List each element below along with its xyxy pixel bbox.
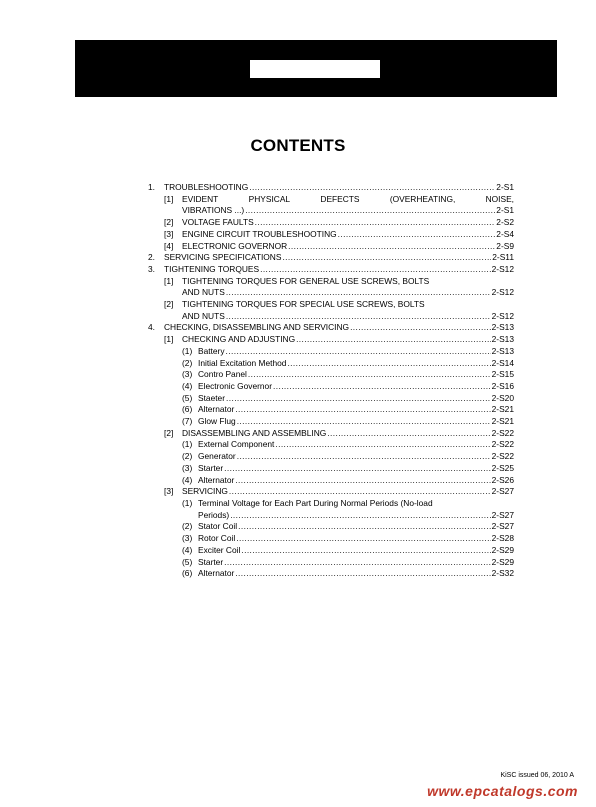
toc-title: CHECKING AND ADJUSTING (182, 334, 296, 345)
toc-entry (148, 358, 514, 370)
leader-dots (248, 369, 491, 381)
toc-page: 2-S29 (491, 544, 514, 555)
toc-entry (148, 334, 514, 346)
toc-page: 2-S20 (491, 392, 514, 403)
leader-dots (226, 346, 491, 358)
leader-dots (241, 545, 490, 557)
toc-entry (148, 498, 514, 510)
toc-number: [2] (164, 299, 174, 310)
toc-title: VIBRATIONS ...) (182, 205, 245, 216)
leader-dots (288, 241, 495, 253)
toc-word: DEFECTS (320, 193, 360, 204)
toc-page: 2-S12 (491, 310, 514, 321)
toc-number: (4) (182, 474, 193, 485)
toc-number: [1] (164, 275, 174, 286)
toc-number: 2. (148, 252, 155, 263)
toc-number: [3] (164, 486, 174, 497)
toc-entry (148, 299, 514, 311)
leader-dots (226, 287, 491, 299)
toc-page: 2-S1 (496, 205, 514, 216)
leader-dots (235, 475, 490, 487)
toc-title: SERVICING SPECIFICATIONS (164, 252, 282, 263)
leader-dots (224, 463, 491, 475)
toc-title: Battery (198, 345, 225, 356)
toc-page: 2-S16 (491, 380, 514, 391)
toc-entry (148, 521, 514, 533)
toc-entry (148, 311, 514, 323)
toc-entry (148, 486, 514, 498)
toc-number: (5) (182, 556, 193, 567)
toc-entry (148, 416, 514, 428)
toc-entry (148, 346, 514, 358)
toc-number: 4. (148, 322, 155, 333)
leader-dots (249, 182, 495, 194)
toc-page: 2-S1 (496, 182, 514, 192)
toc-entry (148, 369, 514, 381)
toc-entry (148, 322, 514, 334)
toc-title: AND NUTS (182, 287, 225, 298)
toc-title: DISASSEMBLING AND ASSEMBLING (182, 427, 327, 438)
toc-number: [2] (164, 217, 174, 228)
toc-title: Staeter (198, 392, 226, 403)
toc-word: EVIDENT (182, 193, 219, 204)
toc-number: [1] (164, 334, 174, 345)
toc-title: TIGHTENING TORQUES (164, 263, 260, 274)
toc-page: 2-S13 (491, 322, 514, 333)
toc-title: Contro Panel (198, 369, 247, 380)
leader-dots (237, 451, 491, 463)
toc-word: (OVERHEATING, (389, 193, 456, 204)
toc-title: Glow Flug (198, 416, 236, 427)
toc-number: (6) (182, 404, 193, 415)
toc-page: 2-S25 (491, 462, 514, 473)
toc-number: (3) (182, 369, 193, 380)
toc-number: (4) (182, 380, 193, 391)
toc-page: 2-S9 (496, 240, 514, 251)
toc-word: NOISE, (485, 193, 514, 204)
toc-number: 1. (148, 182, 155, 192)
leader-dots (224, 557, 491, 569)
leader-dots (229, 486, 491, 498)
toc-page: 2-S27 (491, 486, 514, 497)
toc-entry (148, 381, 514, 393)
toc-page: 2-S28 (491, 533, 514, 544)
toc-page: 2-S22 (491, 451, 514, 462)
toc-entry (148, 475, 514, 487)
leader-dots (235, 568, 490, 580)
toc-number: (6) (182, 568, 193, 579)
toc-number: [2] (164, 427, 174, 438)
toc-entry (148, 194, 514, 206)
toc-title: Starter (198, 462, 224, 473)
toc-number: (1) (182, 345, 193, 356)
toc-entry (148, 264, 514, 276)
toc-number: (3) (182, 462, 193, 473)
toc-title: Alternator (198, 404, 235, 415)
toc-entry (148, 276, 514, 288)
leader-dots (338, 229, 496, 241)
toc-title: AND NUTS (182, 310, 225, 321)
toc-title: Terminal Voltage for Each Part During Normal Periods (No-load (198, 497, 433, 508)
toc-title: Stator Coil (198, 521, 238, 532)
toc-entry (148, 393, 514, 405)
toc-number: (4) (182, 544, 193, 555)
toc-page: 2-S21 (491, 404, 514, 415)
leader-dots (236, 533, 490, 545)
toc-entry (148, 287, 514, 299)
toc-page: 2-S27 (491, 509, 514, 520)
toc-page: 2-S32 (491, 568, 514, 579)
toc-number: (5) (182, 392, 193, 403)
toc-page: 2-S21 (491, 416, 514, 427)
toc-entry (148, 217, 514, 229)
toc-page: 2-S13 (491, 345, 514, 356)
toc-number: (1) (182, 439, 193, 450)
toc-title: TIGHTENING TORQUES FOR SPECIAL USE SCREWS, BOLTS (182, 299, 425, 310)
toc-page: 2-S27 (491, 521, 514, 532)
toc-page: 2-S2 (496, 217, 514, 228)
toc-entry (148, 241, 514, 253)
toc-title: Exciter Coil (198, 544, 241, 555)
leader-dots (273, 381, 491, 393)
page-title: CONTENTS (250, 136, 346, 155)
leader-dots (230, 510, 490, 522)
leader-dots (226, 311, 491, 323)
toc-page: 2-S12 (491, 263, 514, 274)
toc-number: (3) (182, 533, 193, 544)
toc-entry (148, 557, 514, 569)
leader-dots (235, 404, 490, 416)
toc-entry (148, 428, 514, 440)
header-banner (75, 40, 557, 97)
toc-page: 2-S29 (491, 556, 514, 567)
toc-page: 2-S13 (491, 334, 514, 345)
toc-title: Rotor Coil (198, 533, 236, 544)
toc-page: 2-S22 (491, 439, 514, 450)
toc-entry (148, 182, 514, 194)
leader-dots (282, 252, 491, 264)
toc-number: (1) (182, 497, 193, 508)
toc-entry (148, 463, 514, 475)
toc-page: 2-S15 (491, 369, 514, 380)
leader-dots (275, 439, 490, 451)
toc-number: (2) (182, 521, 193, 532)
toc-title: Periods) (198, 509, 230, 520)
toc-title: Alternator (198, 568, 235, 579)
toc-title (182, 194, 514, 206)
toc-entry (148, 252, 514, 264)
toc-entry (148, 533, 514, 545)
toc-entry (148, 545, 514, 557)
toc-title: VOLTAGE FAULTS (182, 217, 254, 228)
toc-entry (148, 229, 514, 241)
toc-number: [1] (164, 193, 174, 204)
toc-entry (148, 404, 514, 416)
leader-dots (287, 358, 490, 370)
toc-title: Starter (198, 556, 224, 567)
toc-page: 2-S14 (491, 357, 514, 368)
toc-number: 3. (148, 263, 155, 274)
toc-number: (7) (182, 416, 193, 427)
toc-title: ENGINE CIRCUIT TROUBLESHOOTING (182, 228, 337, 239)
toc-title: ELECTRONIC GOVERNOR (182, 240, 288, 251)
toc-page: 2-S12 (491, 287, 514, 298)
toc-entry (148, 205, 514, 217)
toc-title: TIGHTENING TORQUES FOR GENERAL USE SCREWS, BOLTS (182, 275, 430, 286)
leader-dots (226, 393, 491, 405)
toc-entry (148, 510, 514, 522)
toc-page: 2-S11 (492, 252, 514, 263)
leader-dots (238, 521, 491, 533)
website-watermark[interactable]: www.epcatalogs.com (427, 783, 578, 799)
leader-dots (237, 416, 491, 428)
toc-word: PHYSICAL (248, 193, 291, 204)
leader-dots (327, 428, 490, 440)
leader-dots (350, 322, 491, 334)
toc-number: (2) (182, 451, 193, 462)
toc-page: 2-S26 (491, 474, 514, 485)
leader-dots (296, 334, 491, 346)
toc-title: SERVICING (182, 486, 228, 497)
toc-title: TROUBLESHOOTING (164, 182, 249, 192)
toc-number: (2) (182, 357, 193, 368)
toc-title: External Component (198, 439, 275, 450)
table-of-contents (148, 182, 514, 580)
leader-dots (255, 217, 496, 229)
toc-page: 2-S22 (491, 427, 514, 438)
toc-entry (148, 439, 514, 451)
toc-number: [4] (164, 240, 174, 251)
issue-note: KiSC issued 06, 2010 A (500, 772, 574, 779)
header-label-box (250, 60, 380, 78)
leader-dots (260, 264, 491, 276)
toc-page: 2-S4 (496, 228, 514, 239)
leader-dots (245, 205, 495, 217)
toc-title: Initial Excitation Method (198, 357, 287, 368)
toc-title: CHECKING, DISASSEMBLING AND SERVICING (164, 322, 350, 333)
toc-entry (148, 568, 514, 580)
toc-entry (148, 451, 514, 463)
toc-title: Generator (198, 451, 236, 462)
toc-title: Electronic Governor (198, 380, 273, 391)
toc-number: [3] (164, 228, 174, 239)
toc-title: Alternator (198, 474, 235, 485)
